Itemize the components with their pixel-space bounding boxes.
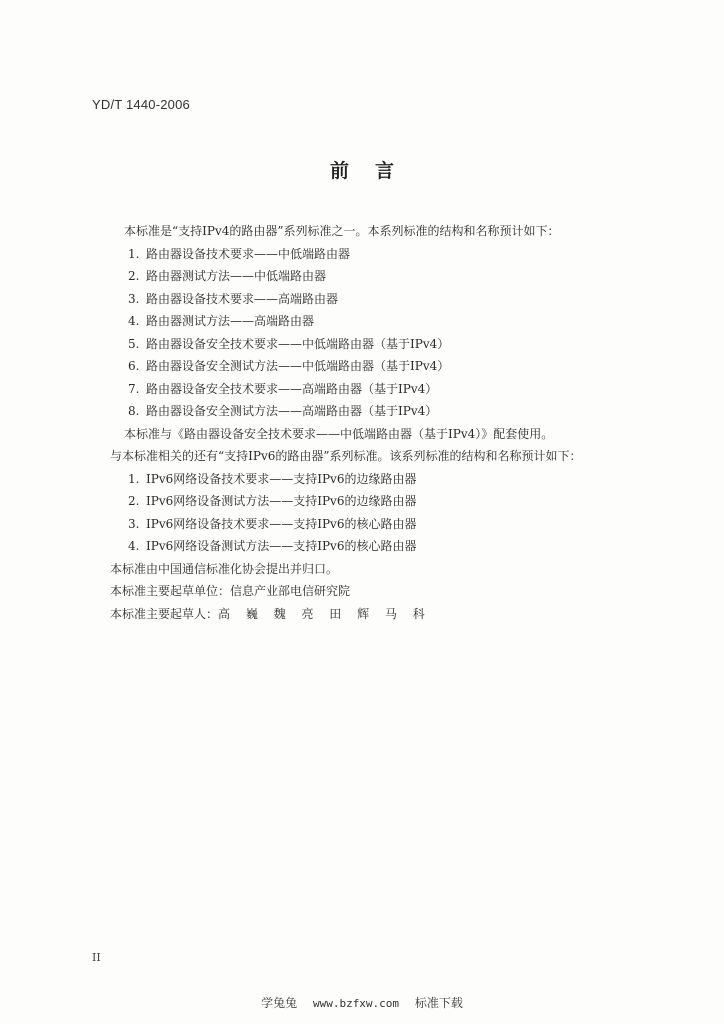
- list-item-text: 路由器测试方法——中低端路由器: [146, 269, 327, 283]
- list-item: [110, 468, 670, 491]
- list-item-text: 路由器设备安全测试方法——中低端路由器（基于IPv4）: [146, 359, 450, 373]
- list-item-number: 1.: [128, 471, 140, 486]
- related-series-intro: 与本标准相关的还有“支持IPv6的路由器”系列标准。该系列标准的结构和名称预计如下：: [110, 449, 582, 463]
- footer-url-link[interactable]: www.bzfxw.com: [312, 997, 400, 1010]
- list-item-number: 4.: [128, 539, 140, 553]
- list-item-text: 路由器设备安全技术要求——高端路由器（基于IPv4）: [146, 381, 438, 396]
- list-item-text: IPv6网络设备测试方法——支持IPv6的边缘路由器: [146, 494, 417, 508]
- drafters: [110, 603, 670, 626]
- drafters-names: 高 巍 魏 亮 田 辉 马 科: [218, 606, 431, 621]
- list-item: [110, 265, 670, 288]
- list-item: [110, 355, 670, 378]
- proposer-statement: 本标准由中国通信标准化协会提出并归口。: [110, 561, 339, 576]
- list-item-text: 路由器设备安全测试方法——高端路由器（基于IPv4）: [146, 404, 438, 418]
- ipv4-series-list: [110, 243, 670, 423]
- standard-code: YD/T 1440-2006: [92, 97, 190, 112]
- list-item-number: 4.: [128, 314, 140, 328]
- list-item-text: IPv6网络设备技术要求——支持IPv6的边缘路由器: [146, 471, 417, 486]
- list-item-number: 2.: [128, 269, 140, 283]
- list-item-text: IPv6网络设备技术要求——支持IPv6的核心路由器: [146, 516, 417, 531]
- list-item: [110, 310, 670, 333]
- list-item-number: 1.: [128, 246, 140, 261]
- list-item-number: 3.: [128, 291, 140, 306]
- list-item-number: 6.: [128, 359, 140, 373]
- list-item: [110, 490, 670, 513]
- drafting-unit: 本标准主要起草单位：信息产业部电信研究院: [110, 584, 351, 598]
- companion-note: 本标准与《路由器设备安全技术要求——中低端路由器（基于IPv4）》配套使用。: [124, 426, 554, 441]
- list-item-text: 路由器设备技术要求——中低端路由器: [146, 246, 351, 261]
- page-title: 前言: [329, 160, 420, 182]
- page-number: II: [92, 951, 101, 964]
- footer-slogan: 标准下载: [414, 996, 463, 1010]
- list-item-text: 路由器设备安全技术要求——中低端路由器（基于IPv4）: [146, 336, 450, 351]
- list-item: [110, 535, 670, 558]
- list-item: [110, 400, 670, 423]
- list-item-number: 3.: [128, 516, 140, 531]
- list-item: [110, 333, 670, 356]
- list-item-text: 路由器设备技术要求——高端路由器: [146, 291, 339, 306]
- list-item: [110, 378, 670, 401]
- download-footer: [0, 994, 724, 1011]
- list-item: [110, 513, 670, 536]
- list-item-number: 8.: [128, 404, 140, 418]
- list-item-text: 路由器测试方法——高端路由器: [146, 314, 315, 328]
- list-item-number: 5.: [128, 336, 140, 351]
- list-item-number: 7.: [128, 381, 140, 396]
- intro-paragraph: 本标准是“支持IPv4的路由器”系列标准之一。本系列标准的结构和名称预计如下：: [124, 224, 560, 238]
- list-item: [110, 288, 670, 311]
- ipv6-series-list: [110, 468, 670, 558]
- foreword-body: [110, 220, 670, 625]
- footer-site-name: 学兔兔: [261, 996, 298, 1010]
- list-item-number: 2.: [128, 494, 140, 508]
- list-item: [110, 243, 670, 266]
- drafters-label: 本标准主要起草人：: [110, 606, 219, 621]
- list-item-text: IPv6网络设备测试方法——支持IPv6的核心路由器: [146, 539, 417, 553]
